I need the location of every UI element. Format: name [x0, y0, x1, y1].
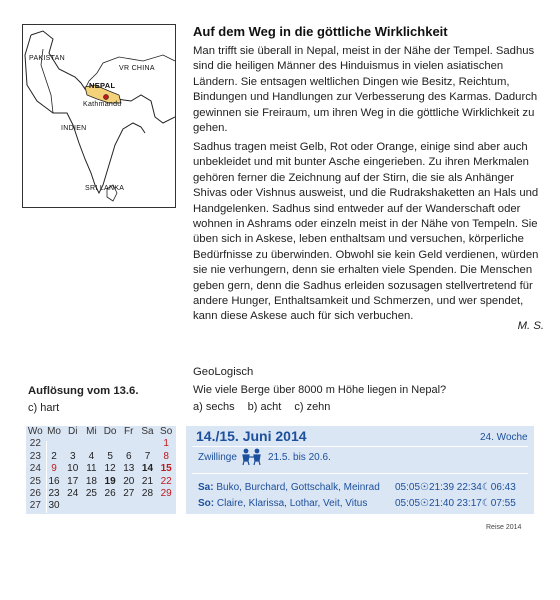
calendar-day	[101, 500, 120, 512]
saturday-saints: Buko, Burchard, Gottschalk, Meinrad	[216, 482, 380, 493]
calendar-week-number: 25	[29, 475, 41, 487]
footer-credit: Reise 2014	[486, 524, 522, 531]
calendar-day	[101, 438, 120, 450]
calendar-week-number: 26	[29, 487, 41, 499]
calendar-day: 20	[123, 475, 135, 487]
calendar-day: 14	[141, 463, 154, 475]
calendar-week-row	[26, 438, 176, 450]
calendar-day: 1	[163, 438, 169, 450]
quiz-title: GeoLogisch	[193, 366, 254, 378]
calendar-day: 19	[104, 475, 116, 487]
calendar-day	[119, 500, 138, 512]
calendar-day	[63, 438, 82, 450]
month-calendar	[26, 426, 176, 514]
calendar-day: 28	[141, 487, 154, 499]
calendar-day	[82, 500, 101, 512]
calendar-header-row	[26, 426, 176, 438]
calendar-day: 30	[48, 500, 60, 512]
calendar-day: 18	[85, 475, 97, 487]
quiz-option-b: b) acht	[247, 401, 282, 413]
solution-title: Auflösung vom 13.6.	[28, 385, 139, 397]
calendar-day: 6	[126, 450, 132, 462]
article-author: M. S.	[517, 320, 544, 332]
calendar-weekday-header: Mi	[86, 426, 97, 437]
calendar-day: 27	[123, 487, 135, 499]
solution-answer: c) hart	[28, 402, 60, 414]
calendar-week-number: 24	[29, 463, 41, 475]
calendar-weekday-header: Di	[67, 426, 78, 437]
calendar-day	[138, 500, 157, 512]
map-graphic	[23, 25, 175, 207]
saturday-names	[198, 482, 380, 493]
gemini-icon	[240, 448, 264, 466]
calendar-grid	[26, 426, 176, 513]
calendar-weekday-header: Do	[103, 426, 117, 437]
calendar-day: 2	[51, 450, 57, 462]
nepal-location-map	[22, 24, 176, 208]
calendar-weekday-header: Mo	[47, 426, 61, 437]
calendar-day	[119, 438, 138, 450]
calendar-day: 13	[123, 463, 135, 475]
zodiac-name: Zwillinge	[198, 452, 237, 463]
map-label-india: INDIEN	[61, 125, 87, 132]
map-label-nepal: NEPAL	[89, 81, 116, 90]
day-divider-2	[192, 473, 528, 474]
calendar-day	[45, 438, 64, 450]
calendar-week-number: 27	[29, 500, 41, 512]
calendar-weekday-header: Fr	[124, 426, 134, 437]
calendar-day	[82, 438, 101, 450]
calendar-week-number: 23	[29, 450, 41, 462]
map-label-kathmandu: Kathmandu	[83, 101, 122, 108]
zodiac-dates: 21.5. bis 20.6.	[268, 452, 331, 463]
calendar-day: 4	[88, 450, 95, 462]
calendar-day: 9	[51, 463, 57, 475]
week-column-divider	[46, 441, 47, 513]
sunday-saints: Claire, Klarissa, Lothar, Veit, Vitus	[216, 498, 368, 509]
calendar-day: 23	[48, 487, 60, 499]
calendar-day: 15	[160, 463, 172, 475]
map-label-pakistan: PAKISTAN	[29, 55, 65, 62]
article-paragraph-1: Man trifft sie überall in Nepal, meist in der Nähe der Tempel. Sadhus sind die heiligen Männer des Hinduismus in vielen asiatischen Ländern. Sie entsagen weltlichen Dingen wie Besitz, Reichtum, Bindungen und Handlungen zur Verbesserung des Karmas. Dadurch gewinnen sie Freiraum, um ihren Weg in die göttliche Wirklichkeit zu gehen.	[193, 45, 538, 135]
map-label-china: VR CHINA	[119, 65, 155, 72]
saturday-sun-moon-times: 05:05☉21:39 22:34☾06:43	[395, 482, 516, 493]
kathmandu-marker	[103, 94, 108, 99]
calendar-day: 10	[67, 463, 79, 475]
calendar-day: 8	[163, 450, 169, 462]
calendar-week-number: 22	[29, 438, 41, 450]
quiz-option-c: c) zehn	[294, 401, 331, 413]
map-label-sri-lanka: SRI LANKA	[85, 185, 125, 192]
calendar-day: 26	[104, 487, 116, 499]
calendar-week-row	[26, 451, 176, 463]
sunday-names	[198, 498, 367, 509]
saturday-label: Sa:	[198, 482, 214, 493]
calendar-day	[138, 438, 157, 450]
sunday-label: So:	[198, 498, 215, 509]
calendar-weekday-header: So	[160, 426, 173, 437]
calendar-week-row	[26, 476, 176, 488]
quiz-option-a: a) sechs	[193, 401, 235, 413]
calendar-day	[63, 500, 82, 512]
calendar-weekday-header: Wo	[27, 426, 43, 437]
day-week: 24. Woche	[480, 432, 528, 443]
calendar-weekday-header: Sa	[141, 426, 154, 437]
article-paragraph-2: Sadhus tragen meist Gelb, Rot oder Orange, einige sind aber auch unbekleidet und mit bunter Asche eingerieben. Zu ihren Merkmalen gehören ferner die Zeichnung auf der Stirn, die sie als Anhänger Shivas oder Vishnus ausweist, und die Rudrakshaketten an Hals und Handgelenken. Sadhus sind entweder auf der Wanderschaft oder wohnen in Ashrams oder einzeln meist in der Nähe von Tempeln. Sie üben sich in Askese, leben enthaltsam und versuchen, körperliche Bedürfnisse zu überwinden. Obwohl sie kein Geld verdienen, würden sie nie verhungern, denn sie erhalten viele Spenden. Die Menschen geben gern, denn die Sadhus erleiden sozusagen stellvertretend für andere Hunger, Enthaltsamkeit und Schmerzen, und wer spendet, kann diese Askese auch für sich verbuchen.	[193, 141, 539, 323]
sunday-sun-moon-times: 05:05☉21:40 23:17☾07:55	[395, 498, 516, 509]
article-title: Auf dem Weg in die göttliche Wirklichkeit	[193, 24, 448, 39]
calendar-day: 12	[104, 463, 116, 475]
calendar-day: 16	[48, 475, 60, 487]
day-date: 14./15. Juni 2014	[196, 428, 307, 444]
calendar-day: 3	[69, 450, 76, 462]
calendar-day: 24	[67, 487, 79, 499]
calendar-week-row	[26, 500, 176, 512]
calendar-week-row	[26, 463, 176, 475]
calendar-day: 11	[86, 463, 97, 475]
calendar-day: 7	[144, 450, 151, 462]
calendar-week-row	[26, 488, 176, 500]
calendar-day: 22	[160, 475, 172, 487]
calendar-day: 25	[85, 487, 97, 499]
calendar-day: 21	[141, 475, 154, 487]
day-divider-1	[192, 446, 528, 447]
calendar-day: 5	[107, 450, 113, 462]
calendar-day: 17	[67, 475, 79, 487]
calendar-day: 29	[160, 487, 172, 499]
quiz-options	[193, 401, 340, 413]
calendar-day	[157, 500, 176, 512]
quiz-question: Wie viele Berge über 8000 m Höhe liegen in Nepal?	[193, 384, 447, 396]
